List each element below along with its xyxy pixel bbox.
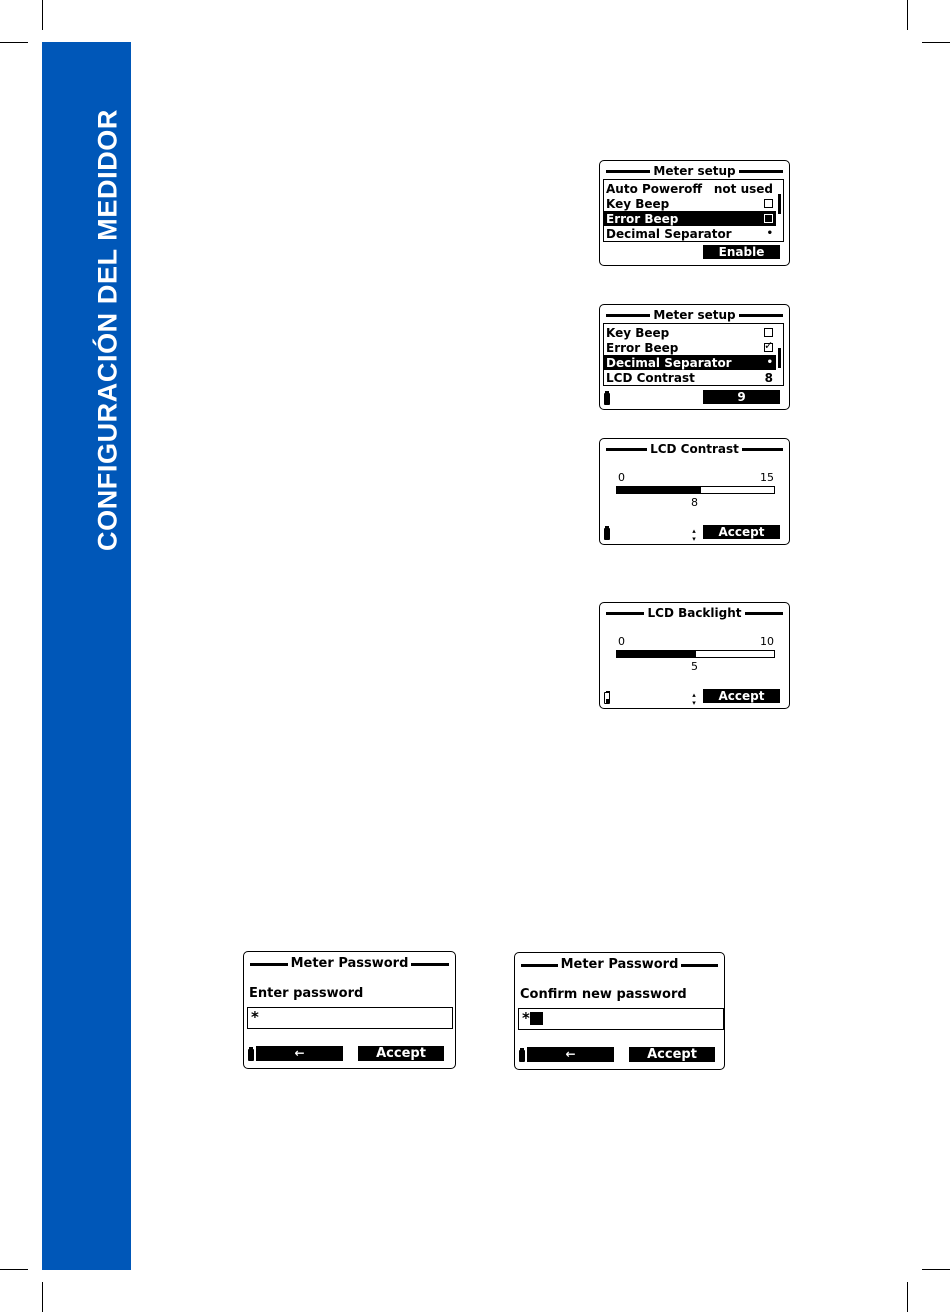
backlight-level-fill: [617, 651, 696, 657]
password-prompt: Enter password: [249, 986, 364, 1001]
battery-icon: [519, 1050, 525, 1062]
lcd-contrast-screen: [599, 438, 790, 545]
lcd-title-bar: [250, 956, 449, 972]
lcd-meter-setup-1: [599, 160, 790, 266]
list-item-label: Decimal Separator: [606, 226, 732, 241]
list-item-label: LCD Contrast: [606, 370, 695, 385]
list-item-label: Auto Poweroff: [606, 181, 703, 196]
list-item-key-beep[interactable]: [604, 196, 776, 211]
crop-mark: [42, 1282, 43, 1312]
list-item-auto-poweroff[interactable]: [604, 181, 776, 196]
checkbox-checked[interactable]: [764, 343, 773, 352]
list-item-label: Error Beep: [606, 211, 679, 226]
back-softkey[interactable]: [256, 1046, 343, 1061]
accept-softkey[interactable]: Accept: [703, 689, 780, 703]
crop-mark: [922, 1269, 950, 1270]
list-item-label: Key Beep: [606, 196, 670, 211]
password-prompt: Confirm new password: [520, 987, 687, 1002]
lcd-title-bar: [521, 957, 718, 973]
scale-min: 0: [618, 635, 625, 648]
scale-max: 10: [760, 635, 774, 648]
back-softkey[interactable]: [527, 1047, 614, 1062]
crop-mark: [0, 42, 28, 43]
list-item-key-beep[interactable]: [604, 325, 776, 340]
battery-icon: [604, 692, 610, 704]
lcd-title-bar: [606, 441, 783, 457]
list-item-decimal-separator[interactable]: [604, 355, 776, 370]
lcd-title: Meter Password: [560, 957, 679, 972]
lcd-title-bar: [606, 307, 783, 323]
scrollbar[interactable]: [778, 182, 781, 239]
scale-min: 0: [618, 471, 625, 484]
password-input[interactable]: [247, 1007, 453, 1029]
accept-softkey[interactable]: Accept: [629, 1047, 715, 1062]
list-item-error-beep[interactable]: [604, 211, 776, 226]
lcd-backlight-screen: [599, 602, 790, 709]
lcd-title: Meter setup: [653, 164, 736, 178]
lcd-title-bar: [606, 605, 783, 621]
battery-icon: [604, 393, 610, 405]
list-item-value: 8: [764, 370, 773, 385]
lcd-title-bar: [606, 163, 783, 179]
list-item-label: Error Beep: [606, 340, 679, 355]
lcd-meter-setup-2: [599, 304, 790, 410]
accept-softkey[interactable]: Accept: [703, 525, 780, 539]
settings-list: [603, 179, 784, 242]
contrast-level-bar[interactable]: [616, 486, 775, 494]
accept-softkey[interactable]: Accept: [358, 1046, 444, 1061]
scrollbar-thumb[interactable]: [778, 194, 781, 214]
up-down-arrows-icon: ▴▾: [690, 527, 698, 543]
crop-mark: [907, 1282, 908, 1312]
text-cursor: [530, 1012, 543, 1025]
battery-icon: [604, 528, 610, 540]
backlight-value: 5: [691, 660, 698, 673]
password-mask: *: [251, 1008, 259, 1026]
list-item-value: •: [766, 228, 773, 239]
section-title: CONFIGURACIÓN DEL MEDIDOR: [92, 108, 123, 552]
lcd-password-enter: [243, 951, 456, 1069]
settings-list: [603, 323, 784, 386]
lcd-title: Meter Password: [290, 956, 409, 971]
backlight-level-bar[interactable]: [616, 650, 775, 658]
checkbox-unchecked[interactable]: [764, 328, 773, 337]
lcd-title: LCD Contrast: [650, 442, 739, 456]
list-item-label: Decimal Separator: [606, 355, 732, 370]
list-item-lcd-contrast[interactable]: [604, 370, 776, 385]
scrollbar-thumb[interactable]: [778, 348, 781, 368]
checkbox-unchecked[interactable]: [764, 199, 773, 208]
enable-softkey[interactable]: Enable: [703, 245, 780, 259]
list-item-value: •: [766, 357, 773, 368]
password-mask: *: [522, 1009, 530, 1027]
up-down-arrows-icon: ▴▾: [690, 691, 698, 707]
left-arrow-icon: ←: [294, 1046, 305, 1060]
left-arrow-icon: ←: [565, 1047, 576, 1061]
scrollbar[interactable]: [778, 326, 781, 383]
password-input[interactable]: [518, 1008, 724, 1030]
scale-max: 15: [760, 471, 774, 484]
battery-icon: [248, 1049, 254, 1061]
lcd-title: LCD Backlight: [647, 606, 742, 620]
separator-softkey[interactable]: 9: [703, 390, 780, 404]
contrast-value: 8: [691, 496, 698, 509]
list-item-value: not used: [713, 181, 773, 196]
checkbox-highlighted[interactable]: [764, 214, 773, 223]
crop-mark: [42, 0, 43, 30]
crop-mark: [907, 0, 908, 30]
lcd-password-confirm: [514, 952, 725, 1070]
contrast-level-fill: [617, 487, 701, 493]
list-item-label: Key Beep: [606, 325, 670, 340]
list-item-decimal-separator[interactable]: [604, 226, 776, 241]
crop-mark: [922, 42, 950, 43]
list-item-error-beep[interactable]: [604, 340, 776, 355]
lcd-title: Meter setup: [653, 308, 736, 322]
crop-mark: [0, 1269, 28, 1270]
